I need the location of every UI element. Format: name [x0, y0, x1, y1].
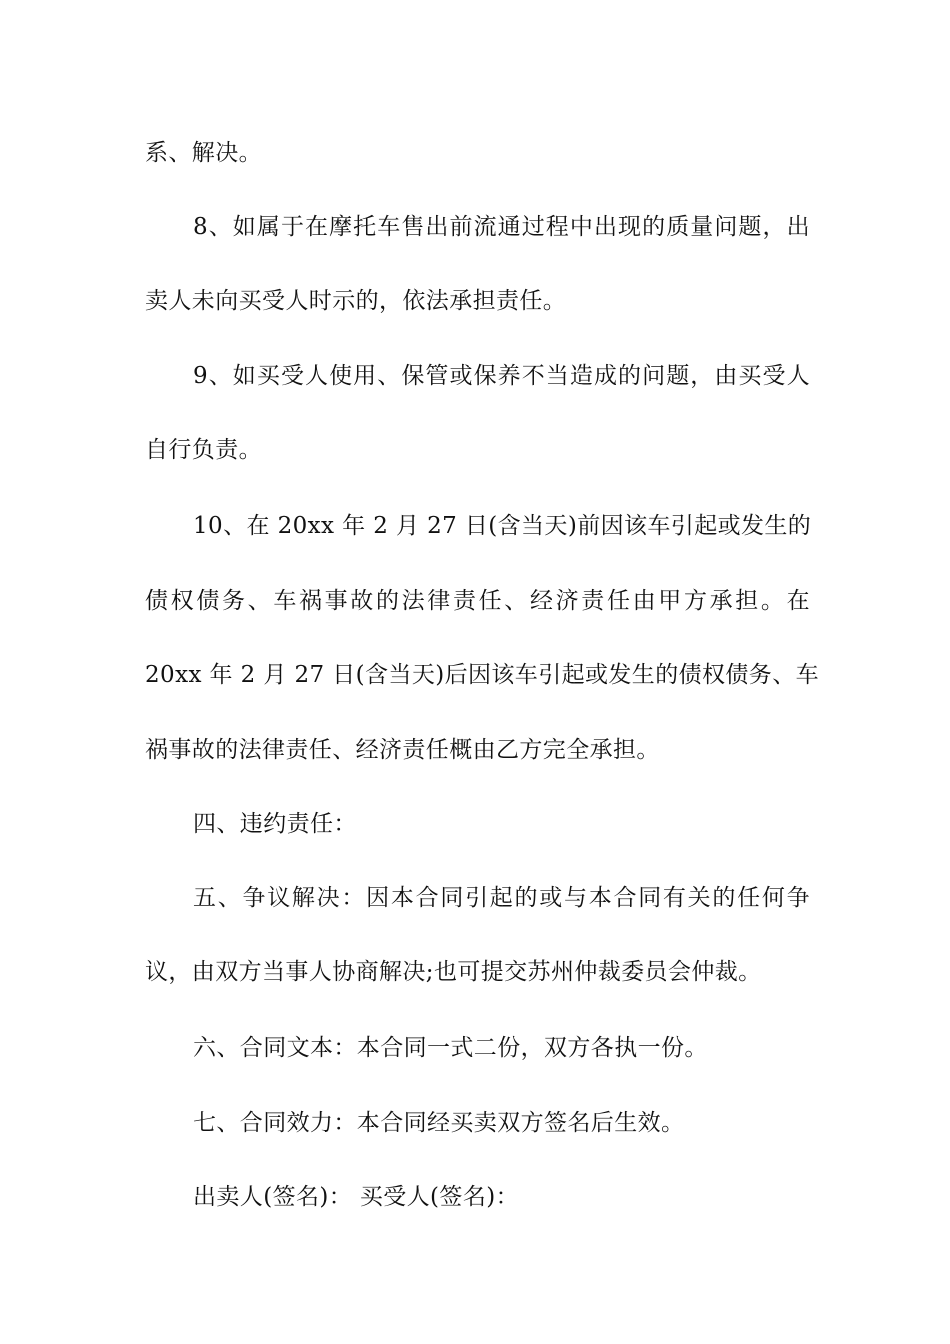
text-line: 自行负责。 [145, 437, 262, 463]
section-heading: 四、违约责任： [193, 811, 357, 837]
text-line: 债权债务、车祸事故的法律责任、经济责任由甲方承担。在 [145, 588, 810, 614]
text-line: 卖人未向买受人时示的，依法承担责任。 [145, 288, 567, 314]
signature-line: 出卖人(签名)： 买受人(签名)： [193, 1184, 520, 1210]
text-line: 8、如属于在摩托车售出前流通过程中出现的质量问题，出 [193, 214, 810, 240]
text-line: 议，由双方当事人协商解决;也可提交苏州仲裁委员会仲裁。 [145, 959, 762, 985]
text-line: 9、如买受人使用、保管或保养不当造成的问题，由买受人 [193, 363, 810, 389]
text-line: 祸事故的法律责任、经济责任概由乙方完全承担。 [145, 737, 660, 763]
text-line: 七、合同效力：本合同经买卖双方签名后生效。 [193, 1110, 685, 1136]
text-line: 六、合同文本：本合同一式二份，双方各执一份。 [193, 1035, 708, 1061]
text-line: 系、解决。 [145, 140, 262, 166]
text-line: 20xx 年 2 月 27 日(含当天)后因该车引起或发生的债权债务、车 [145, 662, 820, 688]
text-line: 五、争议解决：因本合同引起的或与本合同有关的任何争 [193, 885, 810, 911]
text-line: 10、在 20xx 年 2 月 27 日(含当天)前因该车引起或发生的 [193, 513, 812, 539]
